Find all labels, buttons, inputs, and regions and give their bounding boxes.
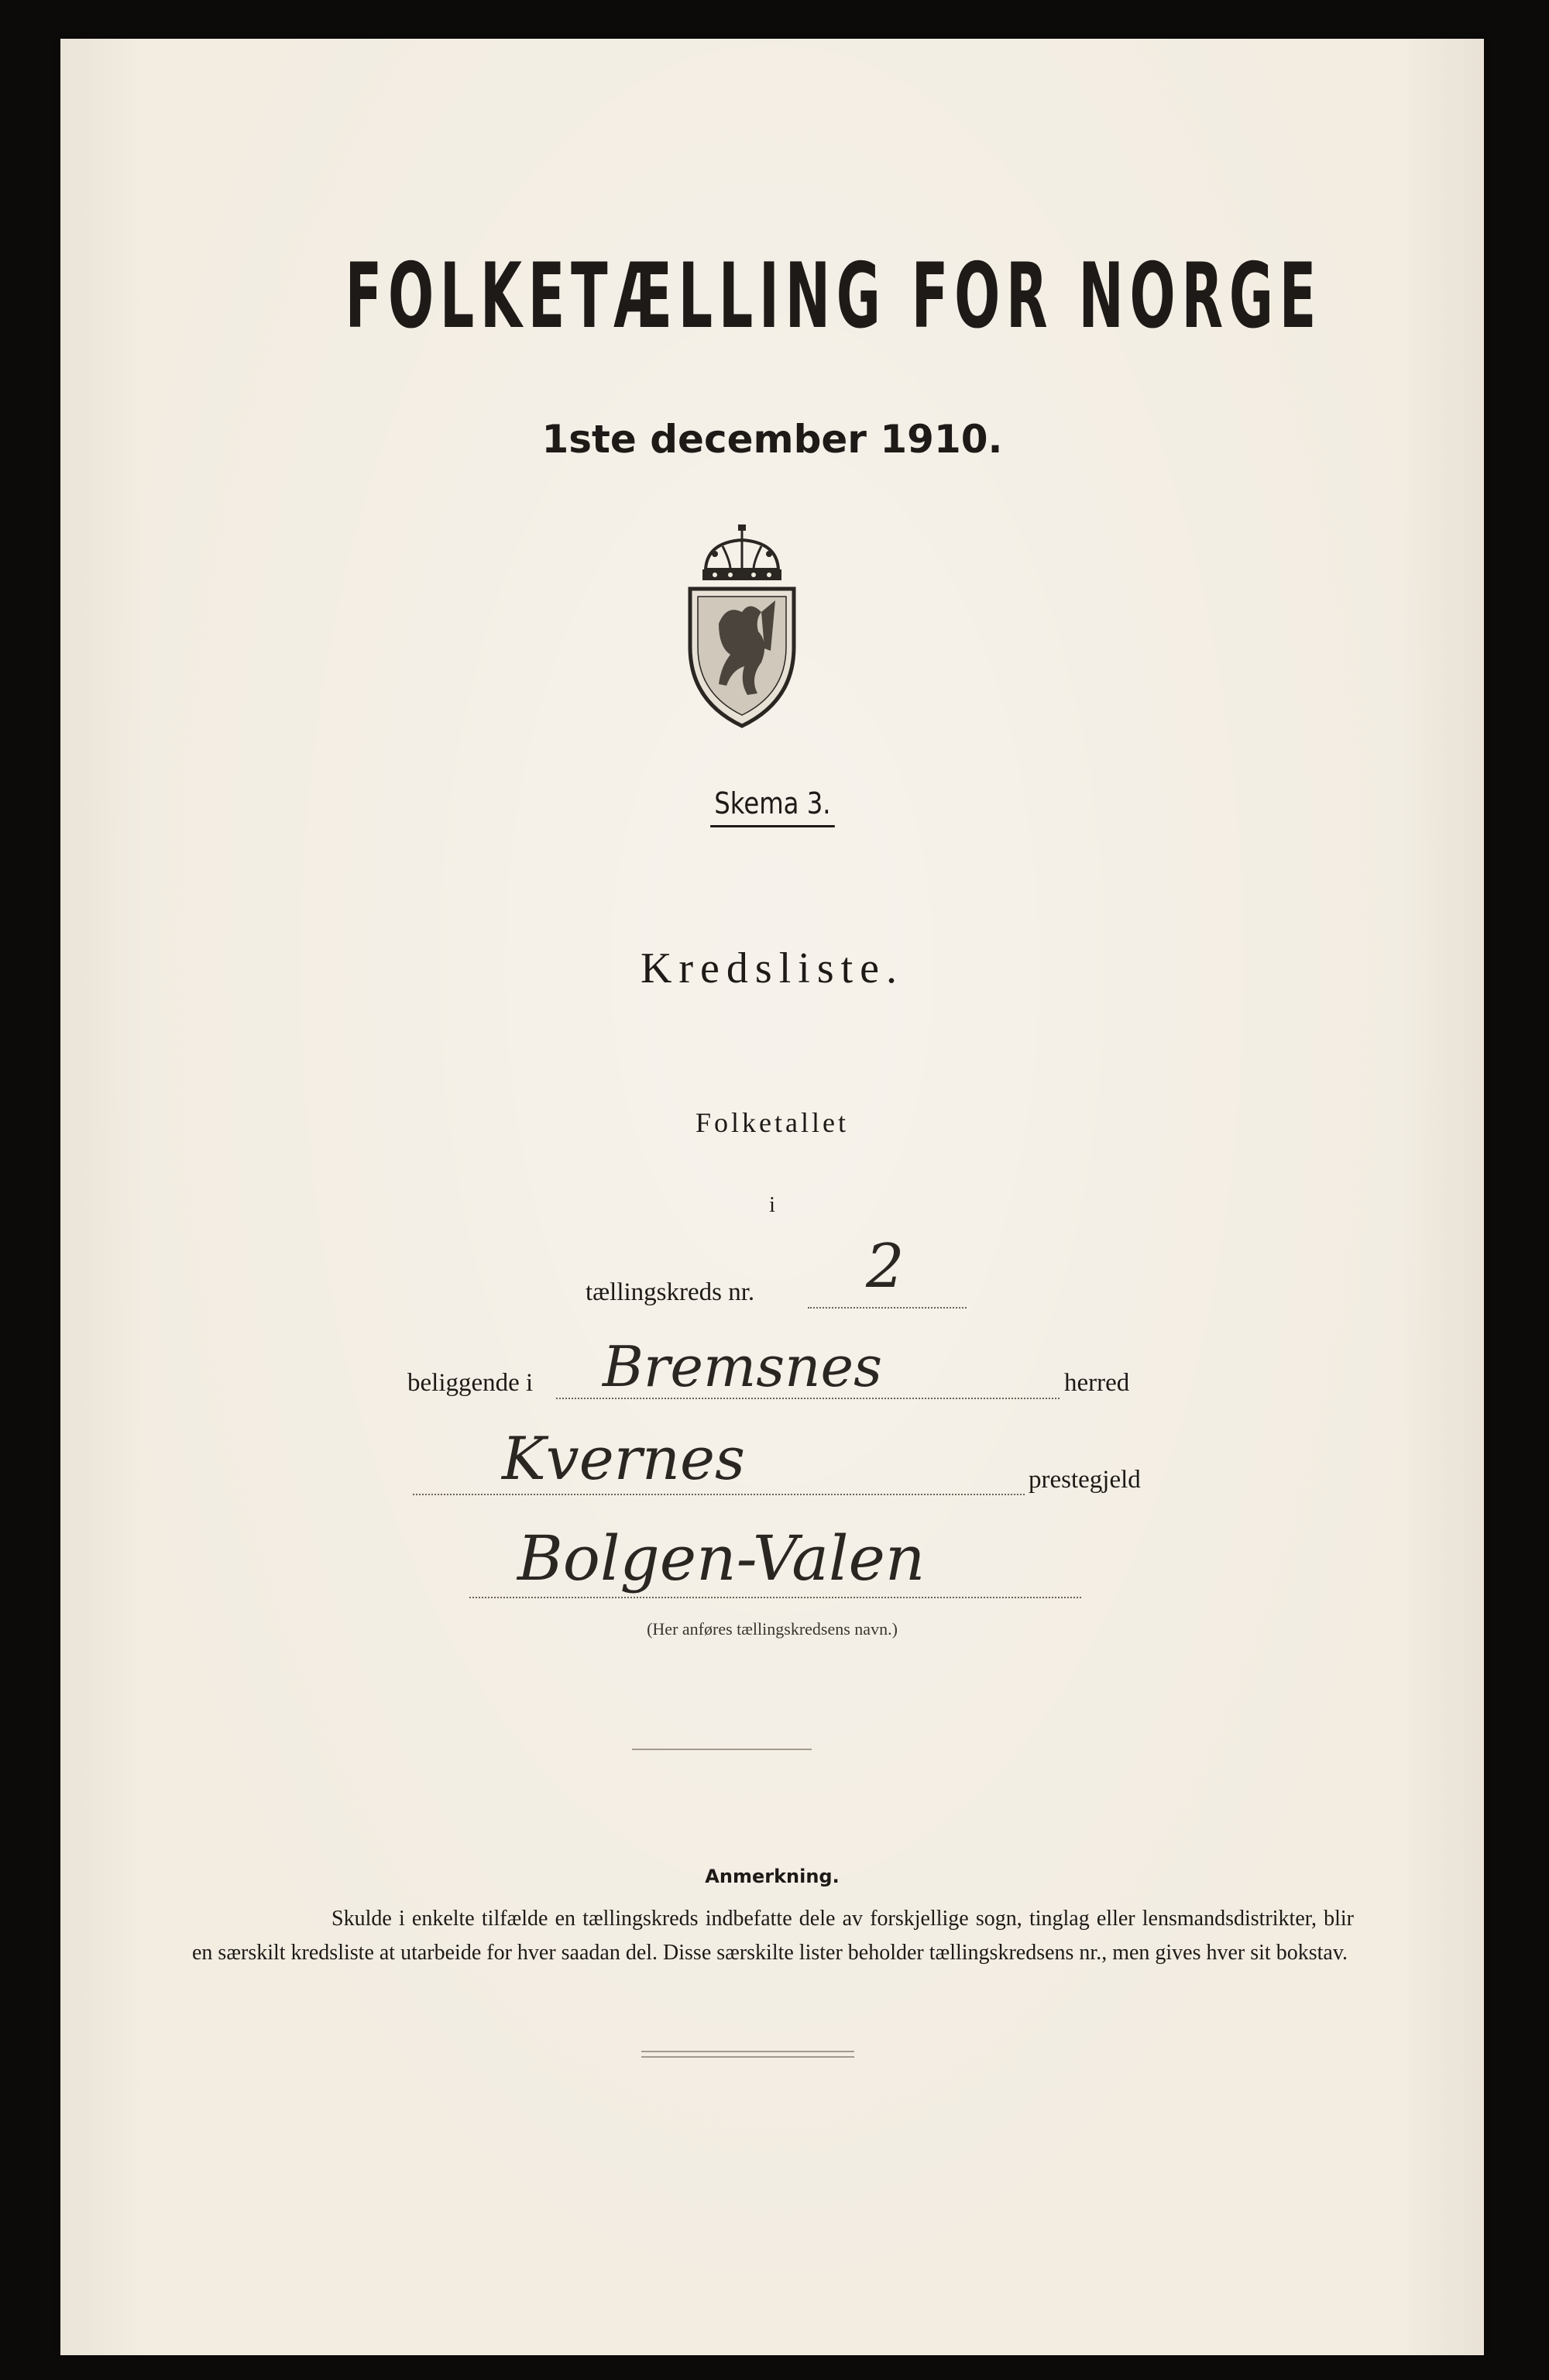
divider-top — [632, 1749, 812, 1750]
prestegjeld-value: Kvernes — [502, 1424, 745, 1493]
prestegjeld-label: prestegjeld — [1029, 1466, 1141, 1494]
divider-bottom-1 — [641, 2051, 854, 2052]
norwegian-coat-of-arms-icon — [684, 515, 800, 732]
census-form-page — [60, 39, 1484, 2355]
kreds-label: tællingskreds nr. — [586, 1278, 755, 1306]
form-main-title: FOLKETÆLLING FOR NORGE — [345, 244, 1323, 349]
kreds-value: 2 — [866, 1232, 905, 1302]
navn-field-line — [469, 1596, 1081, 1598]
beliggende-label: beliggende i — [407, 1369, 534, 1397]
intro-line-2: i — [769, 1193, 775, 1217]
note-text: Skulde i enkelte tilfælde en tællingskreds indbefatte dele av forskjellige sogn, tinglag eller lensmandsdistrikter, blir en særskilt kredsliste at utarbeide for hver saadan del. Disse særskilte lister beholder tællingskredsens nr., men gives hver sit bokstav. — [192, 1907, 1354, 1965]
herred-label: herred — [1064, 1369, 1130, 1397]
census-date: 1ste december 1910. — [541, 417, 1003, 462]
prestegjeld-field-line — [413, 1493, 1025, 1495]
form-title: Kredsliste. — [640, 944, 905, 992]
navn-value: Bolgen-Valen — [517, 1522, 926, 1594]
schema-label — [60, 786, 1484, 827]
navn-hint: (Her anføres tællingskredsens navn.) — [647, 1619, 898, 1639]
kreds-field-line — [808, 1306, 967, 1309]
intro-line-1: Folketallet — [696, 1107, 849, 1138]
schema-text: Skema 3. — [710, 786, 834, 827]
herred-value: Bremsnes — [603, 1334, 883, 1399]
note-title: Anmerkning. — [705, 1866, 840, 1887]
divider-bottom-2 — [641, 2056, 854, 2058]
